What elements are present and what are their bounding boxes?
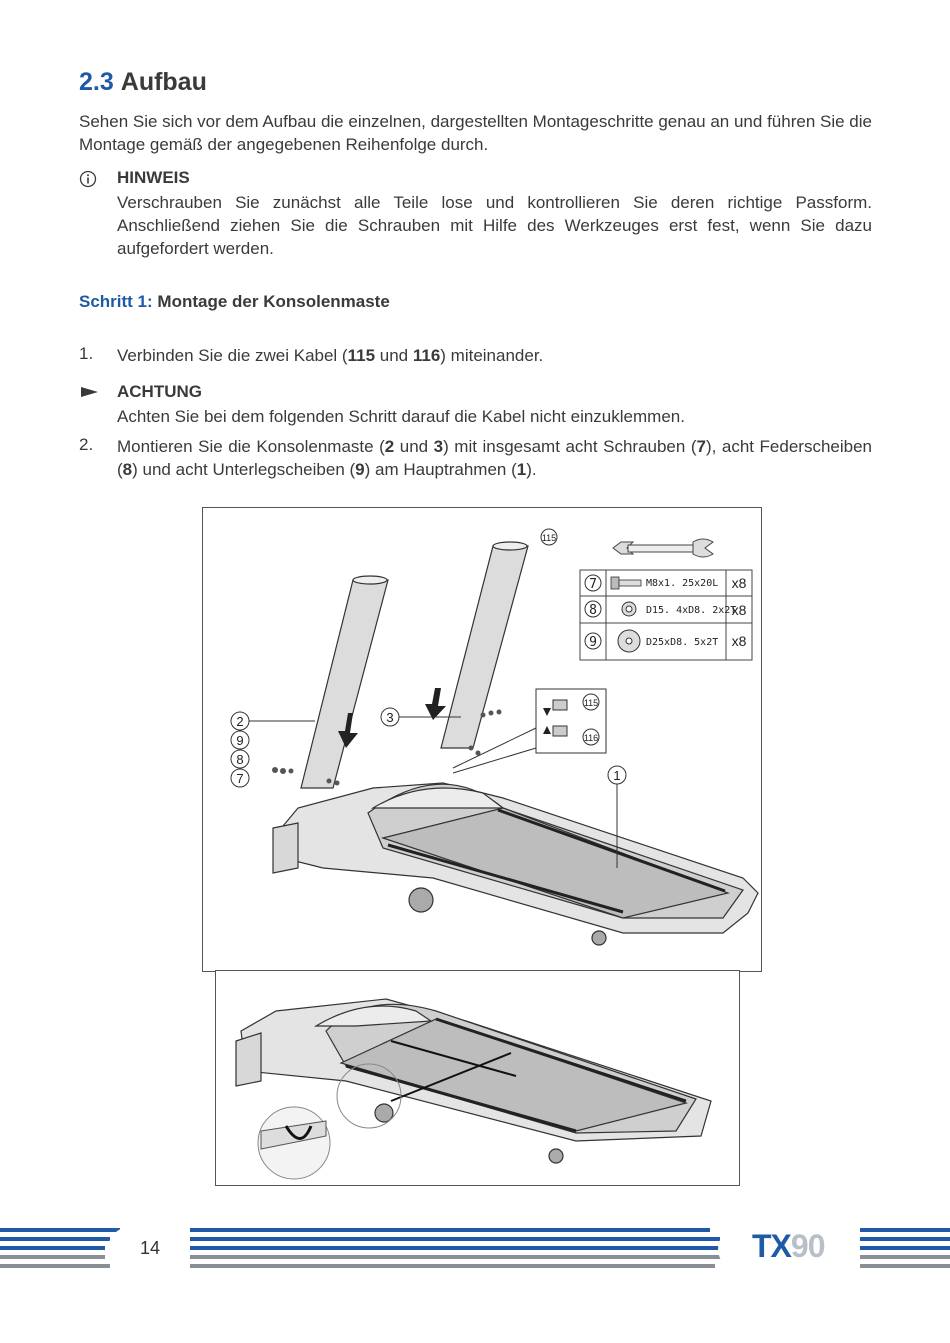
item1-number: 1. [79,344,94,363]
item2-text: Montieren Sie die Konsolenmaste (2 und 3) mit insgesamt acht Schrauben (7), acht Federscheiben (8) und acht Unterlegscheiben (9) am Hauptrahmen (1). [117,437,872,479]
item2-number: 2. [79,435,94,454]
part-7-id: 7 [589,577,597,592]
callout-115: 115 [583,698,599,708]
info-icon [79,170,97,188]
arrow-right-icon [81,385,99,403]
callout-8: 8 [236,752,244,767]
treadmill-frame [273,783,758,945]
part-9-id: 9 [589,635,597,650]
part-8-id: 8 [589,603,597,618]
callout-9: 9 [236,733,244,748]
detail-magnifier [258,1107,330,1179]
achtung-text: Achten Sie bei dem folgenden Schritt darauf die Kabel nicht einzuklemmen. [117,407,685,426]
step-title: Montage der Konsolenmaste [157,292,390,311]
item1-text: Verbinden Sie die zwei Kabel (115 und 116) miteinander. [117,346,544,365]
section-title: Aufbau [120,68,207,96]
section-number: 2.3 [79,68,114,96]
step-label: Schritt 1: [79,292,153,311]
callout-116: 116 [583,733,599,743]
callout-1: 1 [613,768,621,783]
part-8-spec: D15. 4xD8. 2x2T [646,605,737,616]
part-8-qty: x8 [731,602,747,618]
hinweis-title: HINWEIS [117,168,190,187]
part-9-qty: x8 [731,633,747,649]
callout-7: 7 [236,771,244,786]
assembly-figure-secondary [215,970,740,1186]
section-heading [79,68,207,97]
part-7-spec: M8x1. 25x20L [646,578,719,589]
page-number: 14 [140,1238,161,1258]
hinweis-text: Verschrauben Sie zunächst alle Teile lose und kontrollieren Sie deren richtige Passform. Anschließend ziehen Sie die Schrauben mit Hilfe des Werkzeuges erst fest, wenn Sie dazu aufgefordert werden. [117,193,872,258]
intro-paragraph: Sehen Sie sich vor dem Aufbau die einzelnen, dargestellten Montageschritte genau an und führen Sie die Montage gemäß der angegebenen Reihenfolge durch. [79,112,872,154]
arrow-down-icon [425,688,446,720]
wrench-icon [613,539,713,557]
console-post-left [301,576,388,788]
parts-table [580,570,752,660]
achtung-title: ACHTUNG [117,382,202,401]
part-7-qty: x8 [731,575,747,591]
callout-2: 2 [236,714,244,729]
step-heading [79,292,390,312]
assembly-figure-main [202,507,762,972]
callout-115-top: 115 [541,533,557,543]
brand-logo: TX90 [752,1228,825,1264]
callout-3: 3 [386,710,394,725]
part-9-spec: D25xD8. 5x2T [646,637,719,648]
